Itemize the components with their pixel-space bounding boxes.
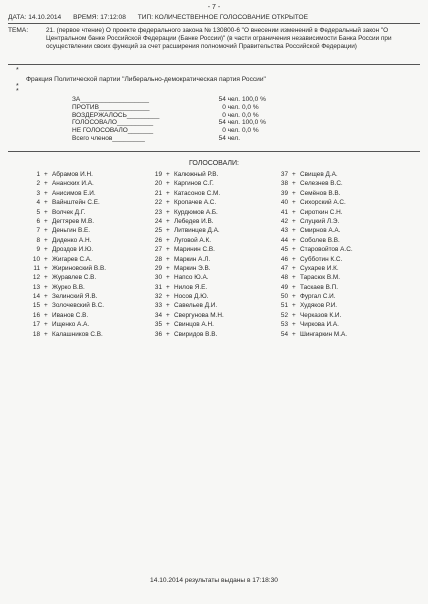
voter-number: 37: [280, 171, 288, 178]
stat-count: 54 чел.: [218, 119, 240, 127]
voter-name: Селезнев В.С.: [300, 180, 343, 188]
vote-mark: +: [166, 255, 170, 263]
vote-mark: +: [292, 217, 296, 225]
voter-name: Калюжный Р.В.: [174, 171, 219, 178]
voter-name: Зелинский Я.В.: [52, 293, 98, 301]
vote-mark: +: [166, 302, 170, 310]
list-item: [268, 209, 398, 218]
voter-name: Савельев Д.И.: [174, 302, 218, 310]
vote-mark: +: [44, 274, 48, 282]
voter-name: Жигарев С.А.: [52, 255, 92, 263]
stat-count: 54 чел.: [218, 96, 240, 103]
vote-mark: +: [44, 208, 48, 216]
results-footer: 14.10.2014 результаты выданы в 17:18:30: [150, 577, 278, 584]
voter-name: Диденко А.Н.: [52, 236, 92, 244]
voter-number: 11: [33, 264, 40, 272]
vote-mark: +: [292, 171, 296, 178]
list-item: [20, 302, 150, 311]
voter-number: 15: [32, 302, 40, 310]
list-item: [20, 199, 150, 208]
voter-number: 26: [154, 236, 162, 244]
voter-number: 2: [36, 180, 40, 188]
vote-mark: +: [44, 293, 48, 301]
voter-number: 31: [154, 283, 162, 291]
list-item: [20, 284, 150, 293]
vote-mark: +: [292, 293, 296, 301]
voter-name: Черказов К.И.: [300, 311, 342, 319]
voter-name: Напсо Ю.А.: [174, 274, 209, 282]
list-item: [268, 171, 398, 180]
faction-name: Фракция Политической партии "Либерально-демократическая партия России": [26, 76, 266, 83]
list-item: [142, 199, 272, 208]
stat-label: Всего членов_________: [72, 134, 145, 142]
voter-name: Деньгин В.Е.: [52, 227, 91, 235]
voter-name: Фургал С.И.: [300, 293, 336, 301]
voter-number: 29: [154, 264, 162, 272]
voter-number: 34: [154, 311, 162, 319]
voter-number: 54: [280, 330, 288, 338]
voter-number: 22: [154, 199, 162, 207]
star-marker: *: [16, 83, 19, 90]
vote-mark: +: [292, 208, 296, 216]
voter-name: Ищенко А.А.: [52, 321, 90, 329]
vote-mark: +: [292, 302, 296, 310]
vote-mark: +: [44, 264, 48, 272]
voter-name: Сухарев И.К.: [300, 264, 339, 272]
header-time: ВРЕМЯ: 17:12:08: [73, 14, 126, 21]
voter-name: Луговой А.К.: [174, 236, 211, 244]
voter-name: Слуцкий Л.Э.: [300, 217, 340, 225]
list-item: [20, 331, 150, 340]
list-item: [20, 237, 150, 246]
list-item: [268, 199, 398, 208]
vote-mark: +: [44, 171, 48, 178]
stat-for: [60, 96, 280, 104]
voter-column-3: [268, 171, 398, 340]
stat-count: 0 чел.: [222, 127, 240, 135]
list-item: [142, 180, 272, 189]
voter-number: 20: [154, 180, 162, 188]
stat-percent: 100,0 %: [242, 119, 266, 127]
voter-number: 52: [280, 311, 288, 319]
vote-mark: +: [166, 246, 170, 254]
list-item: [142, 227, 272, 236]
list-item: [268, 256, 398, 265]
voter-number: 13: [32, 283, 40, 291]
header-date: ДАТА: 14.10.2014: [8, 14, 62, 21]
voter-name: Вайнштейн С.Е.: [52, 199, 100, 207]
vote-mark: +: [44, 236, 48, 244]
voter-name: Ананских И.А.: [52, 180, 94, 188]
stat-count: 54 чел.: [218, 134, 240, 142]
voter-name: Старовойтов А.С.: [300, 246, 353, 254]
vote-mark: +: [292, 189, 296, 197]
voter-number: 36: [154, 330, 162, 338]
theme-label: ТЕМА:: [8, 27, 29, 34]
list-item: [20, 227, 150, 236]
list-item: [20, 209, 150, 218]
voter-name: Маркин А.Л.: [174, 255, 211, 263]
list-item: [268, 246, 398, 255]
vote-mark: +: [44, 217, 48, 225]
voter-number: 8: [36, 236, 40, 244]
stat-voted: [60, 119, 280, 127]
voter-number: 18: [32, 330, 40, 338]
voter-number: 4: [36, 199, 40, 207]
vote-mark: +: [166, 274, 170, 282]
vote-mark: +: [166, 321, 170, 329]
list-item: [142, 284, 272, 293]
list-item: [268, 321, 398, 330]
list-item: [142, 171, 272, 180]
vote-mark: +: [166, 283, 170, 291]
list-item: [142, 209, 272, 218]
list-item: [142, 237, 272, 246]
vote-mark: +: [44, 189, 48, 197]
stat-total-members: [60, 135, 280, 143]
vote-mark: +: [292, 264, 296, 272]
list-item: [142, 265, 272, 274]
voter-number: 49: [280, 283, 288, 291]
stat-label: ПРОТИВ______________: [72, 103, 150, 111]
voter-name: Иванов С.В.: [52, 311, 89, 319]
vote-mark: +: [292, 330, 296, 338]
voter-number: 41: [280, 208, 288, 216]
page-number: - 7 -: [207, 4, 221, 11]
voter-column-1: [20, 171, 150, 340]
vote-mark: +: [166, 264, 170, 272]
voter-number: 50: [280, 293, 288, 301]
vote-mark: +: [292, 283, 296, 291]
voter-number: 24: [154, 217, 162, 225]
voter-name: Сироткин С.Н.: [300, 208, 343, 216]
vote-mark: +: [166, 180, 170, 188]
stat-percent: 100,0 %: [242, 96, 266, 103]
list-item: [20, 256, 150, 265]
list-item: [142, 190, 272, 199]
stat-against: [60, 104, 280, 112]
list-item: [268, 284, 398, 293]
stat-percent: 0,0 %: [242, 127, 259, 135]
voter-number: 46: [280, 255, 288, 263]
voter-name: Субботин К.С.: [300, 255, 343, 263]
voter-name: Жириновский В.В.: [52, 264, 106, 272]
list-item: [20, 190, 150, 199]
vote-mark: +: [44, 321, 48, 329]
voter-name: Кропачев А.С.: [174, 199, 217, 207]
voter-name: Нилов Я.Е.: [174, 283, 208, 291]
voter-number: 17: [32, 321, 40, 329]
vote-mark: +: [292, 227, 296, 235]
star-marker: *: [16, 88, 19, 95]
vote-mark: +: [292, 311, 296, 319]
summary-divider: [8, 151, 420, 152]
vote-mark: +: [292, 246, 296, 254]
voter-number: 10: [32, 255, 40, 263]
voter-name: Тарасюк В.М.: [300, 274, 340, 282]
header-type: ТИП: КОЛИЧЕСТВЕННОЕ ГОЛОСОВАНИЕ ОТКРЫТОЕ: [137, 14, 309, 21]
theme-divider: [8, 64, 420, 65]
voter-name: Журко В.В.: [52, 283, 85, 291]
voter-number: 5: [36, 208, 40, 216]
document-header: [8, 14, 318, 21]
list-item: [20, 312, 150, 321]
vote-mark: +: [44, 199, 48, 207]
vote-mark: +: [166, 199, 170, 207]
voter-number: 7: [36, 227, 40, 235]
list-item: [20, 321, 150, 330]
vote-summary: [60, 96, 280, 143]
voter-number: 51: [280, 302, 288, 310]
voter-number: 16: [32, 311, 40, 319]
voter-name: Каргинов С.Г.: [174, 180, 214, 188]
vote-mark: +: [292, 199, 296, 207]
vote-mark: +: [166, 171, 170, 178]
voter-number: 43: [280, 227, 288, 235]
voter-name: Соболев В.В.: [300, 236, 340, 244]
list-item: [268, 331, 398, 340]
voter-name: Журавлев С.В.: [52, 274, 97, 282]
voter-number: 12: [32, 274, 40, 282]
voter-name: Курдюмов А.Б.: [174, 208, 218, 216]
voter-name: Худяков Р.И.: [300, 302, 338, 310]
voter-number: 19: [154, 171, 162, 178]
list-item: [142, 331, 272, 340]
vote-mark: +: [166, 217, 170, 225]
voter-name: Свергунова М.Н.: [174, 311, 224, 319]
voter-number: 21: [154, 189, 162, 197]
stat-abstained: [60, 112, 280, 120]
voter-name: Шингаркин М.А.: [300, 330, 348, 338]
voter-name: Катасонов С.М.: [174, 189, 221, 197]
list-item: [142, 312, 272, 321]
vote-mark: +: [44, 283, 48, 291]
voter-number: 35: [154, 321, 162, 329]
voter-number: 6: [36, 217, 40, 225]
list-item: [20, 246, 150, 255]
voter-number: 32: [154, 293, 162, 301]
vote-mark: +: [166, 236, 170, 244]
voter-name: Анисимов Е.И.: [52, 189, 96, 197]
vote-mark: +: [44, 311, 48, 319]
star-marker: *: [16, 67, 19, 74]
list-item: [20, 171, 150, 180]
vote-mark: +: [166, 227, 170, 235]
stat-not-voted: [60, 127, 280, 135]
list-item: [20, 274, 150, 283]
vote-mark: +: [292, 255, 296, 263]
voter-name: Таскаев В.П.: [300, 283, 338, 291]
voter-number: 47: [280, 264, 288, 272]
vote-mark: +: [44, 302, 48, 310]
vote-mark: +: [292, 321, 296, 329]
theme-text: 21. (первое чтение) О проекте федерального закона № 130800-6 "О внесении изменений в Федеральный закон "О Центральном банке Российской Федерации (Банке России)" (в части ограничения независимости Банка России при осуществлении своих функций за счет расширения полномочий Правительства Российской Федерации): [46, 27, 392, 50]
vote-mark: +: [292, 236, 296, 244]
voter-name: Золочевский В.С.: [52, 302, 105, 310]
vote-mark: +: [44, 330, 48, 338]
voter-name: Калашников С.В.: [52, 330, 103, 338]
voter-name: Носов Д.Ю.: [174, 293, 209, 301]
vote-mark: +: [166, 311, 170, 319]
voter-number: 23: [154, 208, 162, 216]
voter-name: Свиридов В.В.: [174, 330, 218, 338]
voter-name: Литвинцев Д.А.: [174, 227, 220, 235]
voter-name: Дегтярев М.В.: [52, 217, 95, 225]
list-item: [268, 312, 398, 321]
voter-number: 14: [32, 293, 40, 301]
list-item: [142, 321, 272, 330]
stat-label: ЗА___________________: [72, 96, 149, 103]
voter-name: Абрамов И.Н.: [52, 171, 93, 178]
voter-number: 45: [280, 246, 288, 254]
stat-count: 0 чел.: [222, 103, 240, 111]
list-item: [268, 190, 398, 199]
list-item: [268, 302, 398, 311]
list-item: [268, 227, 398, 236]
list-item: [268, 218, 398, 227]
stat-percent: 0,0 %: [242, 103, 259, 111]
vote-mark: +: [44, 180, 48, 188]
voter-number: 28: [154, 255, 162, 263]
voter-number: 25: [154, 227, 162, 235]
voter-number: 48: [280, 274, 288, 282]
list-item: [142, 302, 272, 311]
voter-number: 1: [36, 171, 40, 178]
list-item: [268, 237, 398, 246]
stat-label: ГОЛОСОВАЛО__________: [72, 119, 154, 127]
list-item: [20, 265, 150, 274]
list-item: [268, 265, 398, 274]
voter-number: 27: [154, 246, 162, 254]
voter-number: 44: [280, 236, 288, 244]
voter-number: 9: [36, 246, 40, 254]
voter-column-2: [142, 171, 272, 340]
stat-count: 0 чел.: [222, 111, 240, 119]
vote-mark: +: [44, 246, 48, 254]
voter-name: Маркин Э.В.: [174, 264, 211, 272]
stat-label: ВОЗДЕРЖАЛОСЬ_________: [72, 111, 160, 119]
voter-number: 53: [280, 321, 288, 329]
list-item: [142, 256, 272, 265]
list-item: [268, 180, 398, 189]
voter-name: Чиркова И.А.: [300, 321, 339, 329]
voter-name: Свинцов А.Н.: [174, 321, 214, 329]
list-item: [268, 293, 398, 302]
voter-name: Сихорский А.С.: [300, 199, 346, 207]
voter-number: 40: [280, 199, 288, 207]
vote-mark: +: [166, 208, 170, 216]
voter-number: 3: [36, 189, 40, 197]
voter-name: Маринин С.В.: [174, 246, 215, 254]
vote-mark: +: [44, 227, 48, 235]
voter-name: Семёнов В.В.: [300, 189, 341, 197]
voter-number: 39: [280, 189, 288, 197]
list-item: [268, 274, 398, 283]
voter-name: Дроздов И.Ю.: [52, 246, 94, 254]
vote-mark: +: [292, 180, 296, 188]
vote-mark: +: [166, 330, 170, 338]
list-item: [142, 293, 272, 302]
header-divider: [8, 23, 420, 24]
list-item: [142, 218, 272, 227]
vote-mark: +: [292, 274, 296, 282]
list-item: [142, 274, 272, 283]
vote-mark: +: [44, 255, 48, 263]
voted-title: ГОЛОСОВАЛИ:: [189, 160, 239, 167]
stat-label: НЕ ГОЛОСОВАЛО_______: [72, 127, 154, 135]
voter-number: 38: [280, 180, 288, 188]
list-item: [20, 180, 150, 189]
voter-name: Смирнов А.А.: [300, 227, 341, 235]
list-item: [142, 246, 272, 255]
voter-name: Волчек Д.Г.: [52, 208, 86, 216]
voter-number: 42: [280, 217, 288, 225]
voter-name: Лебедев И.В.: [174, 217, 214, 225]
voter-name: Свищев Д.А.: [300, 171, 338, 178]
voter-number: 30: [154, 274, 162, 282]
voter-number: 33: [154, 302, 162, 310]
vote-mark: +: [166, 189, 170, 197]
vote-mark: +: [166, 293, 170, 301]
stat-percent: 0,0 %: [242, 111, 259, 119]
list-item: [20, 218, 150, 227]
